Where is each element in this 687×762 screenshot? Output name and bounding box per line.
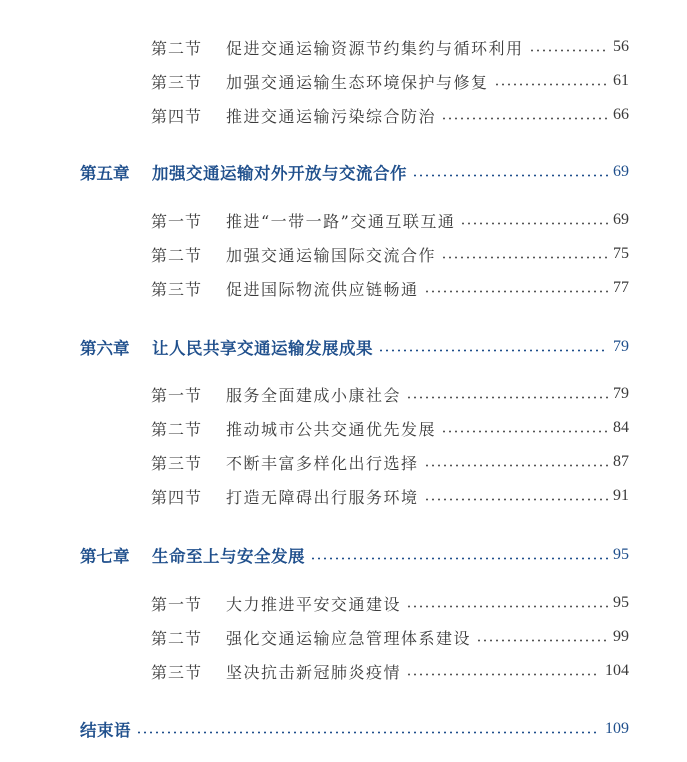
entry-number: 第一节 [151,594,203,614]
page-number: 66 [613,106,629,123]
dot-leader [406,396,608,399]
dot-leader [412,174,608,177]
toc-entry[interactable] [151,242,629,266]
dot-leader [424,290,608,293]
chapter-title: 生命至上与安全发展 [152,547,305,566]
toc-entry[interactable] [151,659,629,683]
entry-title: 推进“一带一路”交通互联互通 [226,211,456,231]
entry-number: 第二节 [151,38,203,58]
page-number: 95 [613,594,629,611]
chapter-entry[interactable] [80,335,629,359]
entry-title: 大力推进平安交通建设 [226,594,402,614]
dot-leader [136,731,600,734]
dot-leader [494,83,608,86]
page-number: 79 [613,385,629,402]
chapter-title: 让人民共享交通运输发展成果 [152,339,373,358]
toc-entry[interactable] [151,382,629,406]
entry-title: 促进国际物流供应链畅通 [226,279,419,299]
dot-leader [476,639,608,642]
chapter-entry[interactable] [80,543,629,567]
chapter-number: 第六章 [80,339,130,358]
page-number: 77 [613,279,629,296]
chapter-title: 加强交通运输对外开放与交流合作 [152,164,407,183]
entry-number: 第二节 [151,419,203,439]
toc-entry[interactable] [151,450,629,474]
chapter-title: 结束语 [80,721,131,740]
page-number: 56 [613,38,629,55]
toc-entry[interactable] [151,591,629,615]
toc-entry[interactable] [151,208,629,232]
entry-title: 服务全面建成小康社会 [226,385,402,405]
dot-leader [424,498,608,501]
dot-leader [460,222,608,225]
entry-title: 强化交通运输应急管理体系建设 [226,628,472,648]
toc-entry[interactable] [151,276,629,300]
dot-leader [441,117,608,120]
toc-entry[interactable] [151,69,629,93]
dot-leader [441,430,608,433]
dot-leader [406,673,600,676]
chapter-number: 第七章 [80,547,130,566]
entry-number: 第三节 [151,662,203,682]
entry-title: 推动城市公共交通优先发展 [226,419,437,439]
entry-number: 第二节 [151,245,203,265]
dot-leader [529,49,608,52]
dot-leader [424,464,608,467]
entry-title: 坚决抗击新冠肺炎疫情 [226,662,402,682]
page-number: 79 [613,338,629,355]
dot-leader [441,256,608,259]
toc-entry[interactable] [151,625,629,649]
page-number: 95 [613,546,629,563]
page-number: 91 [613,487,629,504]
toc-entry[interactable] [151,35,629,59]
chapter-entry[interactable] [80,160,629,184]
toc-entry[interactable] [151,103,629,127]
entry-title: 不断丰富多样化出行选择 [226,453,419,473]
toc-entry[interactable] [151,484,629,508]
dot-leader [310,557,608,560]
page-number: 99 [613,628,629,645]
entry-title: 加强交通运输生态环境保护与修复 [226,72,489,92]
dot-leader [378,349,608,352]
chapter-number: 第五章 [80,164,130,183]
entry-number: 第三节 [151,279,203,299]
entry-number: 第三节 [151,72,203,92]
dot-leader [406,605,608,608]
page-number: 84 [613,419,629,436]
page-number: 104 [605,662,629,679]
entry-number: 第四节 [151,487,203,507]
page-number: 75 [613,245,629,262]
entry-number: 第四节 [151,106,203,126]
entry-title: 加强交通运输国际交流合作 [226,245,437,265]
page-number: 109 [605,720,629,737]
page-number: 61 [613,72,629,89]
entry-number: 第三节 [151,453,203,473]
entry-title: 打造无障碍出行服务环境 [226,487,419,507]
entry-number: 第一节 [151,211,203,231]
entry-number: 第二节 [151,628,203,648]
toc-entry[interactable] [151,416,629,440]
page-number: 69 [613,211,629,228]
chapter-entry-conclusion[interactable] [80,717,629,741]
page-number: 87 [613,453,629,470]
entry-number: 第一节 [151,385,203,405]
page-number: 69 [613,163,629,180]
entry-title: 推进交通运输污染综合防治 [226,106,437,126]
entry-title: 促进交通运输资源节约集约与循环利用 [226,38,524,58]
